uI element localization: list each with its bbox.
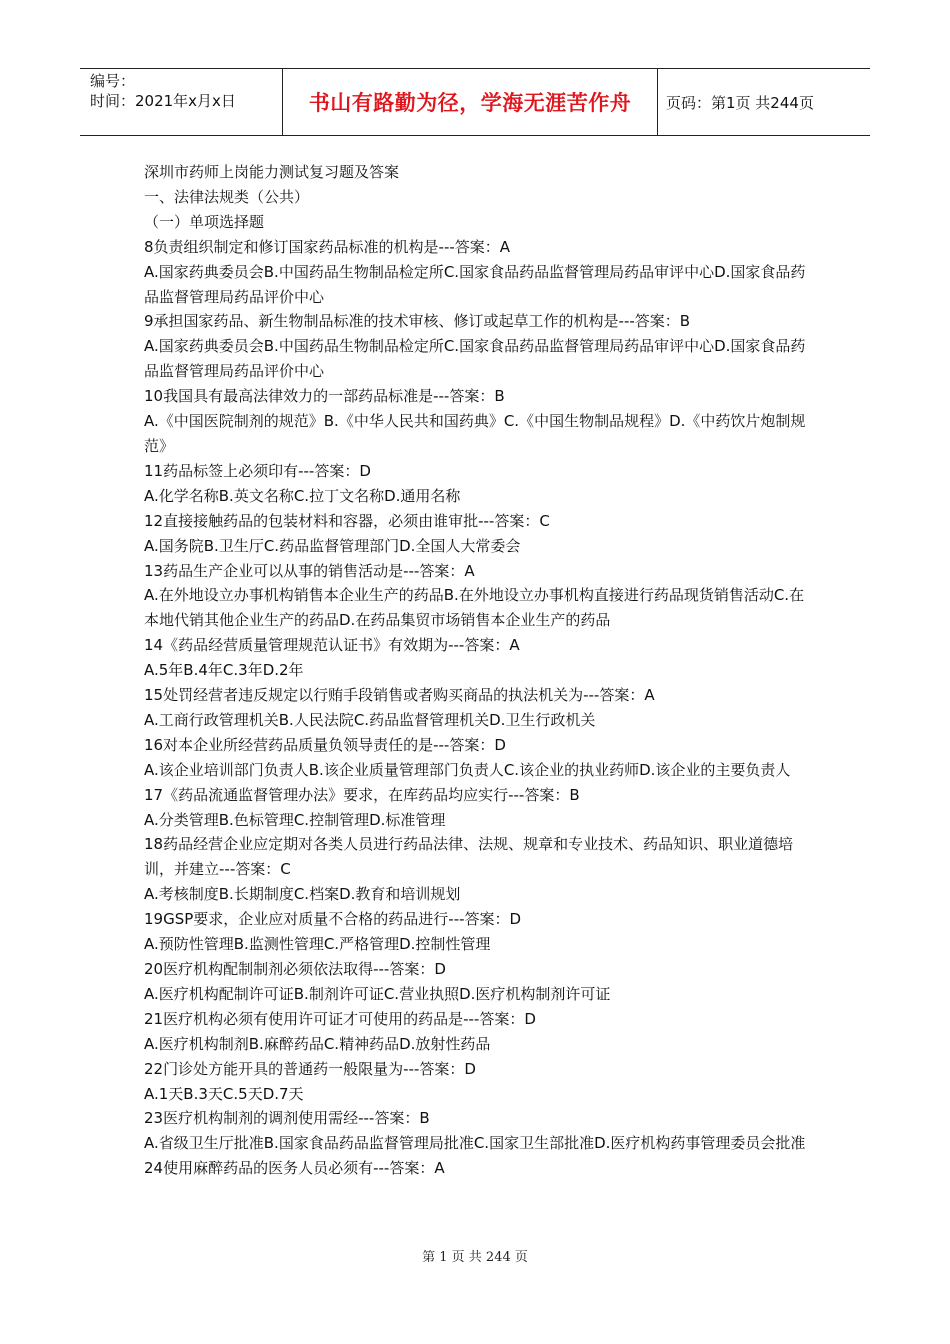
options-line: A.5年B.4年C.3年D.2年 [144, 661, 304, 680]
options-line: A.该企业培训部门负责人B.该企业质量管理部门负责人C.该企业的执业药师D.该企业的主要负责人 [144, 760, 791, 779]
options-line: A.预防性管理B.监测性管理C.严格管理D.控制性管理 [144, 935, 491, 954]
page-header [80, 68, 870, 136]
header-motto: 书山有路勤为径，学海无涯苦作舟 [283, 69, 658, 135]
question-line: 18药品经营企业应定期对各类人员进行药品法律、法规、规章和专业技术、药品知识、职业道德培训，并建立---答案：C [144, 835, 794, 879]
question-line: 12直接接触药品的包装材料和容器，必须由谁审批---答案：C [144, 511, 550, 530]
options-line: A.在外地设立办事机构销售本企业生产的药品B.在外地设立办事机构直接进行药品现货销售活动C.在本地代销其他企业生产的药品D.在药品集贸市场销售本企业生产的药品 [144, 586, 805, 630]
header-time-label: 时间：2021年x月x日 [90, 92, 236, 110]
question-line: 21医疗机构必须有使用许可证才可使用的药品是---答案：D [144, 1009, 536, 1028]
question-line: 9承担国家药品、新生物制品标准的技术审核、修订或起草工作的机构是---答案：B [144, 312, 691, 331]
page-footer: 第 1 页 共 244 页 [422, 1250, 528, 1265]
options-line: A.国家药典委员会B.中国药品生物制品检定所C.国家食品药品监督管理局药品审评中心D.国家食品药品监督管理局药品评价中心 [144, 337, 806, 381]
options-line: A.化学名称B.英文名称C.拉丁文名称D.通用名称 [144, 486, 461, 505]
options-line: A.医疗机构制剂B.麻醉药品C.精神药品D.放射性药品 [144, 1034, 491, 1053]
document-body [144, 160, 812, 1181]
question-line: 15处罚经营者违反规定以行贿手段销售或者购买商品的执法机关为---答案：A [144, 686, 655, 705]
header-number-label: 编号： [90, 72, 136, 90]
question-line: 19GSP要求，企业应对质量不合格的药品进行---答案：D [144, 910, 522, 929]
question-line: 13药品生产企业可以从事的销售活动是---答案：A [144, 561, 475, 580]
question-line: 22门诊处方能开具的普通药一般限量为---答案：D [144, 1059, 476, 1078]
options-line: A.工商行政管理机关B.人民法院C.药品监督管理机关D.卫生行政机关 [144, 710, 596, 729]
options-line: A.国家药典委员会B.中国药品生物制品检定所C.国家食品药品监督管理局药品审评中心D.国家食品药品监督管理局药品评价中心 [144, 262, 806, 306]
options-line: A.省级卫生厅批准B.国家食品药品监督管理局批准C.国家卫生部批准D.医疗机构药事管理委员会批准 [144, 1134, 806, 1153]
question-line: 16对本企业所经营药品质量负领导责任的是---答案：D [144, 735, 506, 754]
question-line: 20医疗机构配制制剂必须依法取得---答案：D [144, 960, 446, 978]
question-line: 10我国具有最高法律效力的一部药品标准是---答案：B [144, 387, 505, 406]
options-line: A.考核制度B.长期制度C.档案D.教育和培训规划 [144, 885, 461, 904]
question-line: 17《药品流通监督管理办法》要求，在库药品均应实行---答案：B [144, 785, 580, 804]
question-line: 24使用麻醉药品的医务人员必须有---答案：A [144, 1159, 445, 1178]
question-line: 23医疗机构制剂的调剂使用需经---答案：B [144, 1109, 430, 1128]
subsection-heading: （一）单项选择题 [144, 212, 265, 231]
options-line: A.国务院B.卫生厅C.药品监督管理部门D.全国人大常委会 [144, 536, 521, 555]
document-title: 深圳市药师上岗能力测试复习题及答案 [144, 163, 400, 181]
section-heading: 一、法律法规类（公共） [144, 187, 310, 206]
options-line: A.医疗机构配制许可证B.制剂许可证C.营业执照D.医疗机构制剂许可证 [144, 984, 611, 1003]
options-line: A.分类管理B.色标管理C.控制管理D.标准管理 [144, 810, 446, 829]
header-page-info: 页码：第1页 共244页 [666, 93, 814, 112]
question-line: 14《药品经营质量管理规范认证书》有效期为---答案：A [144, 636, 520, 655]
options-line: A.《中国医院制剂的规范》B.《中华人民共和国药典》C.《中国生物制品规程》D.《中药饮片炮制规范》 [144, 412, 806, 455]
question-line: 11药品标签上必须印有---答案：D [144, 461, 371, 480]
header-meta [80, 69, 283, 135]
options-line: A.1天B.3天C.5天D.7天 [144, 1084, 304, 1103]
question-line: 8负责组织制定和修订国家药品标准的机构是---答案：A [144, 237, 511, 256]
